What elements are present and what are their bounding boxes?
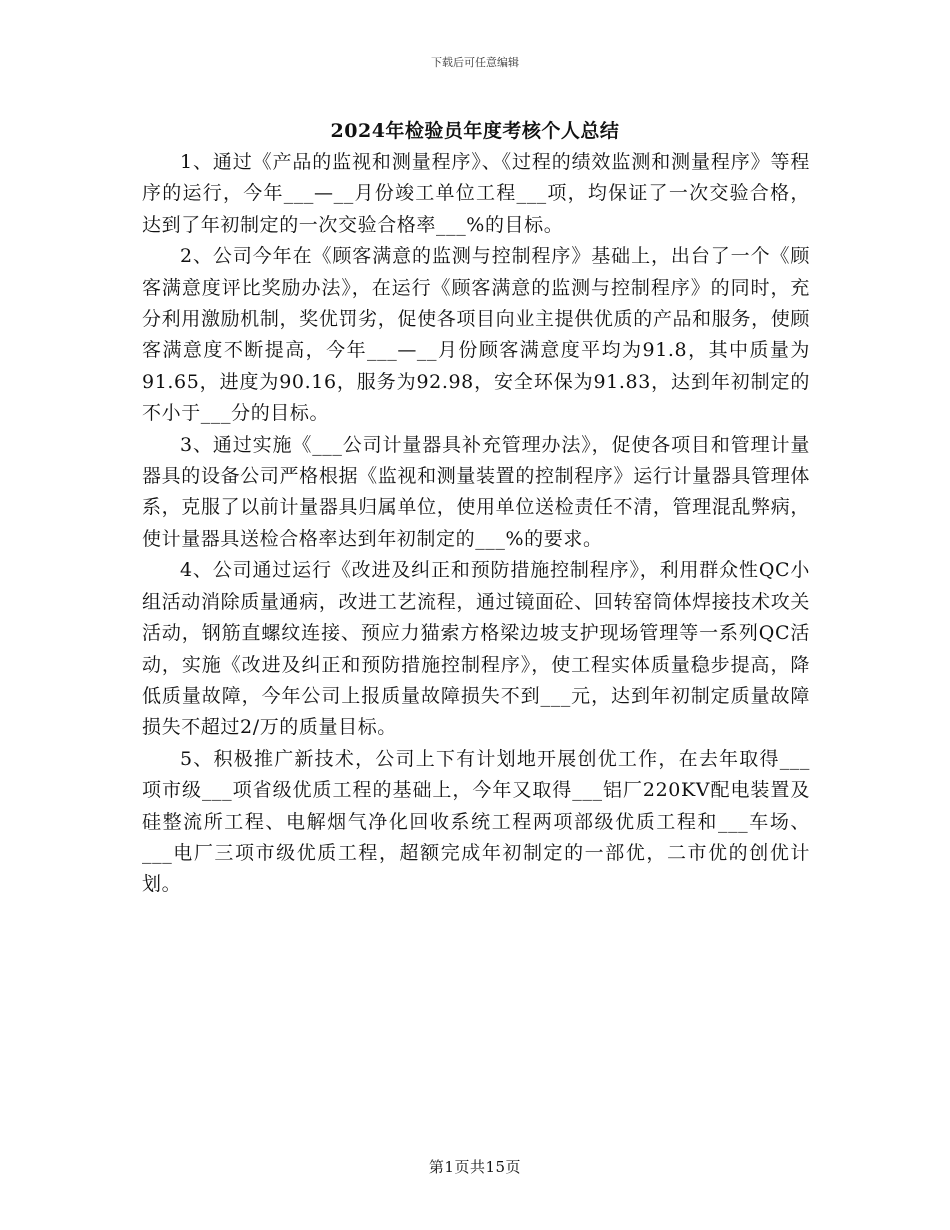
header-note: 下载后可任意编辑 (431, 56, 519, 69)
document-body (142, 147, 810, 901)
document-title: 2024年检验员年度考核个人总结 (330, 120, 620, 142)
paragraph-3: 3、通过实施《___公司计量器具补充管理办法》，促使各项目和管理计量器具的设备公司严格根据《监视和测量装置的控制程序》运行计量器具管理体系，克服了以前计量器具归属单位，使用单位送检责任不清，管理混乱弊病，使计量器具送检合格率达到年初制定的___%的要求。 (142, 433, 810, 550)
paragraph-4: 4、公司通过运行《改进及纠正和预防措施控制程序》，利用群众性QC小组活动消除质量通病，改进工艺流程，通过镜面砼、回转窑筒体焊接技术攻关活动，钢筋直螺纹连接、预应力猫索方格梁边坡支护现场管理等一系列QC活动，实施《改进及纠正和预防措施控制程序》，使工程实体质量稳步提高，降低质量故障，今年公司上报质量故障损失不到___元，达到年初制定质量故障损失不超过2/万的质量目标。 (142, 559, 810, 739)
paragraph-5: 5、积极推广新技术，公司上下有计划地开展创优工作，在去年取得___项市级___项省级优质工程的基础上，今年又取得___铝厂220KV配电装置及硅整流所工程、电解烟气净化回收系统工程两项部级优质工程和___车场、___电厂三项市级优质工程，超额完成年初制定的一部优，二市优的创优计划。 (142, 747, 810, 896)
paragraph-2: 2、公司今年在《顾客满意的监测与控制程序》基础上，出台了一个《顾客满意度评比奖励办法》，在运行《顾客满意的监测与控制程序》的同时，充分利用激励机制，奖优罚劣，促使各项目向业主提供优质的产品和服务，使顾客满意度不断提高，今年___—__月份顾客满意度平均为91.8，其中质量为91.65，进度为90.16，服务为92.98，安全环保为91.83，达到年初制定的不小于___分的目标。 (142, 245, 810, 425)
paragraph-1: 1、通过《产品的监视和测量程序》、《过程的绩效监测和测量程序》等程序的运行，今年___—__月份竣工单位工程___项，均保证了一次交验合格，达到了年初制定的一次交验合格率___%的目标。 (142, 151, 810, 236)
page-footer: 第1页共15页 (428, 1158, 522, 1176)
